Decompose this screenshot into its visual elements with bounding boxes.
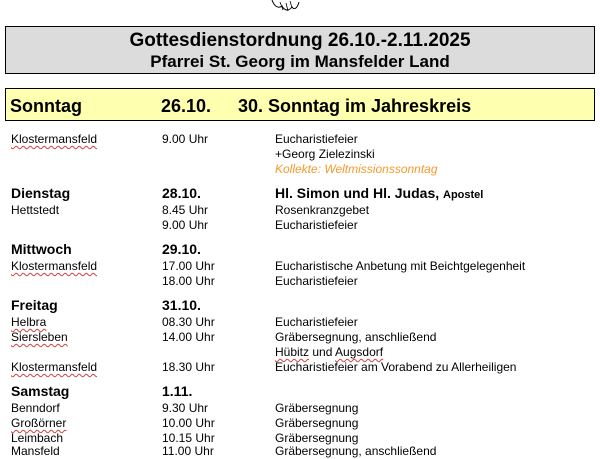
entry-time: 18.30 Uhr	[162, 360, 215, 374]
entry-time: 10.15 Uhr	[162, 431, 215, 445]
entry-service: Gräbersegnung, anschließend	[275, 330, 437, 344]
feast-name	[275, 185, 483, 201]
connector-text: und	[309, 345, 336, 359]
entry-time: 8.45 Uhr	[162, 203, 209, 217]
title-box	[5, 26, 595, 74]
day-name: Mittwoch	[11, 241, 72, 257]
entry-place: Helbra	[11, 315, 47, 329]
day-name: Freitag	[11, 297, 58, 313]
entry-time: 08.30 Uhr	[162, 315, 215, 329]
entry-place: Klostermansfeld	[11, 259, 98, 273]
entry-place: Klostermansfeld	[11, 360, 98, 374]
list-item	[0, 444, 600, 459]
list-item	[0, 147, 600, 162]
collection-note: Kollekte: Weltmissionssonntag	[275, 162, 438, 176]
entry-service: Eucharistiefeier	[275, 315, 358, 329]
day-date: 28.10.	[162, 185, 201, 201]
entry-time: 11.00 Uhr	[162, 444, 214, 458]
entry-time: 18.00 Uhr	[162, 274, 215, 288]
page-title: Gottesdienstordnung 26.10.-2.11.2025	[129, 30, 471, 51]
entry-place: Siersleben	[11, 330, 68, 344]
feast-title: Hl. Simon und Hl. Judas,	[275, 185, 440, 201]
list-item	[0, 132, 600, 147]
list-item	[0, 401, 600, 416]
place-augsdorf: Augsdorf	[335, 345, 384, 359]
entry-intention: +Georg Zielezinski	[275, 147, 375, 161]
list-item	[0, 218, 600, 233]
day-header	[0, 241, 600, 259]
list-item	[0, 416, 600, 431]
entry-time: 9.00 Uhr	[162, 218, 209, 232]
entry-service: Eucharistiefeier am Vorabend zu Allerheiligen	[275, 360, 517, 374]
entry-place: Benndorf	[11, 401, 60, 415]
entry-service: Gräbersegnung	[275, 416, 359, 430]
parish-subtitle: Pfarrei St. Georg im Mansfelder Land	[150, 52, 450, 71]
list-item	[0, 345, 600, 360]
day-date: 31.10.	[162, 297, 201, 313]
day-name: Samstag	[11, 383, 70, 399]
entry-place: Hettstedt	[11, 203, 60, 217]
entry-time: 10.00 Uhr	[162, 416, 215, 430]
entry-place: Mansfeld	[11, 444, 60, 458]
sunday-title: 30. Sonntag im Jahreskreis	[238, 96, 472, 116]
day-date: 1.11.	[162, 383, 193, 399]
day-name: Dienstag	[11, 185, 71, 201]
entry-service: Gräbersegnung	[275, 431, 359, 445]
entry-time: 9.30 Uhr	[162, 401, 209, 415]
sunday-date: 26.10.	[161, 96, 212, 116]
list-item	[0, 162, 600, 177]
entry-service: Eucharistiefeier	[275, 218, 358, 232]
entry-service: Gräbersegnung, anschließend	[275, 444, 437, 458]
day-header	[0, 185, 600, 203]
entry-service: Eucharistische Anbetung mit Beichtgelegenheit	[275, 259, 526, 273]
entry-place: Leimbach	[11, 431, 64, 445]
entry-place: Klostermansfeld	[11, 132, 98, 146]
sunday-day: Sonntag	[10, 96, 82, 116]
entry-service: Eucharistiefeier	[275, 132, 358, 146]
entry-place: Großörner	[11, 416, 67, 430]
place-huebitz: Hübitz	[275, 345, 310, 359]
day-header	[0, 297, 600, 315]
list-item	[0, 330, 600, 345]
entry-service: Eucharistiefeier	[275, 274, 358, 288]
day-date: 29.10.	[162, 241, 201, 257]
entry-time: 17.00 Uhr	[162, 259, 215, 273]
day-header	[0, 383, 600, 401]
entry-service: Gräbersegnung	[275, 401, 359, 415]
entry-service	[275, 345, 383, 359]
entry-time: 9.00 Uhr	[162, 132, 209, 146]
parish-logo-icon	[268, 0, 302, 14]
sunday-header	[5, 88, 595, 121]
entry-service: Rosenkranzgebet	[275, 203, 370, 217]
list-item	[0, 315, 600, 330]
list-item	[0, 274, 600, 289]
feast-suffix: Apostel	[443, 189, 484, 201]
list-item	[0, 360, 600, 375]
entry-time: 14.00 Uhr	[162, 330, 215, 344]
list-item	[0, 203, 600, 218]
list-item	[0, 259, 600, 274]
